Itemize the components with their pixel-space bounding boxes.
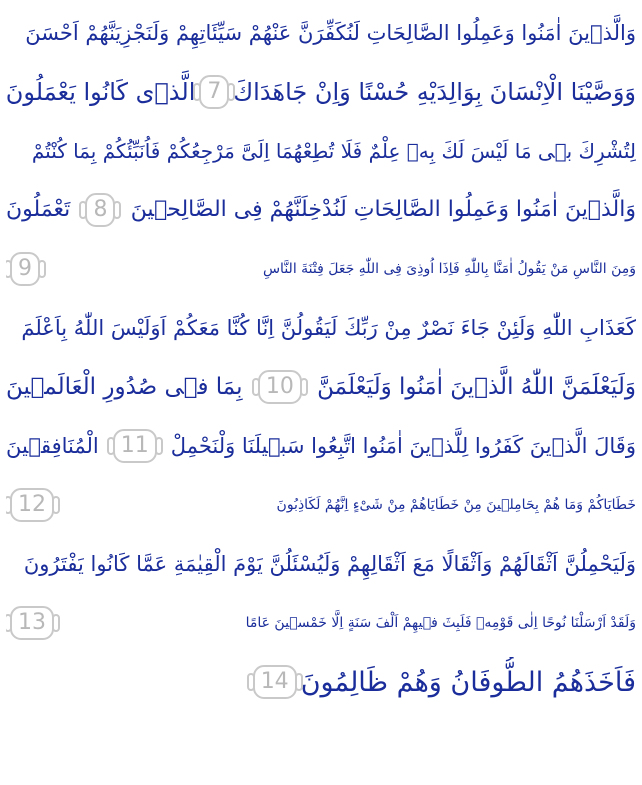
ayah-number-marker: 13: [10, 606, 54, 640]
verse-text: الْمُنَافِقٖينَ: [6, 433, 99, 458]
text-line-2: [6, 67, 636, 117]
verse-text: وَلَيَحْمِلُنَّ اَثْقَالَهُمْ وَاَثْقَالًا مَعَ اَثْقَالِهِمْ وَلَيُسْئَلُنَّ يَوْمَ الْقِيٰمَةِ عَمَّا كَانُوا يَفْتَرُونَ: [23, 551, 636, 576]
ayah-number-marker: 11: [113, 429, 157, 463]
text-line-1: [6, 8, 636, 58]
ayah-number-marker: 8: [85, 193, 115, 227]
text-line-6: [6, 303, 636, 353]
verse-text: بِمَا فٖى صُدُورِ الْعَالَمٖينَ: [6, 373, 243, 400]
verse-text: وَقَالَ الَّذٖينَ كَفَرُوا لِلَّذٖينَ اٰمَنُوا اتَّبِعُوا سَبٖيلَنَا وَلْنَحْمِلْ: [170, 433, 636, 458]
ayah-number-marker: 9: [10, 252, 40, 286]
text-line-4: [6, 185, 636, 235]
verse-text: الَّذٖى كَانُوا يَعْمَلُونَ: [6, 78, 196, 106]
verse-text: وَمِنَ النَّاسِ مَنْ يَقُولُ اٰمَنَّا بِاللّٰهِ فَاِذَا اُوذِىَ فِى اللّٰهِ جَعَلَ فِتْنَةَ النَّاسِ: [262, 261, 636, 277]
verse-text: وَلَيَعْلَمَنَّ اللّٰهُ الَّذٖينَ اٰمَنُوا وَلَيَعْلَمَنَّ: [317, 373, 636, 400]
verse-text: وَلَقَدْ اَرْسَلْنَا نُوحًا اِلٰى قَوْمِهٖ فَلَبِثَ فٖيهِمْ اَلْفَ سَنَةٍ اِلَّا خَمْسٖينَ عَامًا: [245, 615, 636, 631]
verse-text: خَطَايَاكُمْ وَمَا هُمْ بِحَامِلٖينَ مِنْ خَطَايَاهُمْ مِنْ شَیْءٍ اِنَّهُمْ لَكَاذِبُونَ: [276, 497, 636, 513]
ayah-number-marker: 10: [258, 370, 302, 404]
text-line-9: [6, 480, 636, 530]
text-line-7: [6, 362, 636, 412]
verse-text: لِتُشْرِكَ بٖى مَا لَيْسَ لَكَ بِهٖ عِلْمٌ فَلَا تُطِعْهُمَا اِلَىَّ مَرْجِعُكُمْ فَاُنَبِّئُكُمْ بِمَا كُنْتُمْ: [31, 139, 636, 163]
ayah-number-marker: 14: [253, 665, 297, 699]
text-line-8: [6, 421, 636, 471]
text-line-10: [6, 539, 636, 589]
verse-text: تَعْمَلُونَ: [6, 197, 71, 222]
ayah-number-marker: 12: [10, 488, 54, 522]
verse-text: وَالَّذٖينَ اٰمَنُوا وَعَمِلُوا الصَّالِحَاتِ لَنُكَفِّرَنَّ عَنْهُمْ سَيِّئَاتِهِمْ وَلَنَجْزِيَنَّهُمْ اَحْسَنَ: [25, 20, 636, 45]
verse-text: وَالَّذٖينَ اٰمَنُوا وَعَمِلُوا الصَّالِحَاتِ لَنُدْخِلَنَّهُمْ فِى الصَّالِحٖينَ: [130, 197, 636, 222]
verse-text: فَاَخَذَهُمُ الطُّوفَانُ وَهُمْ ظَالِمُونَ: [300, 666, 636, 698]
text-line-11: [6, 598, 636, 648]
ayah-number-marker: 7: [199, 75, 229, 109]
verse-text: وَوَصَّيْنَا الْاِنْسَانَ بِوَالِدَيْهِ حُسْنًا وَاِنْ جَاهَدَاكَ: [233, 78, 636, 106]
text-line-5: [6, 244, 636, 294]
text-line-3: [6, 126, 636, 176]
text-line-12: [6, 657, 636, 707]
verse-text: كَعَذَابِ اللّٰهِ وَلَئِنْ جَاءَ نَصْرٌ مِنْ رَبِّكَ لَيَقُولُنَّ اِنَّا كُنَّا مَعَكُمْ اَوَلَيْسَ اللّٰهُ بِاَعْلَمَ: [21, 315, 636, 340]
